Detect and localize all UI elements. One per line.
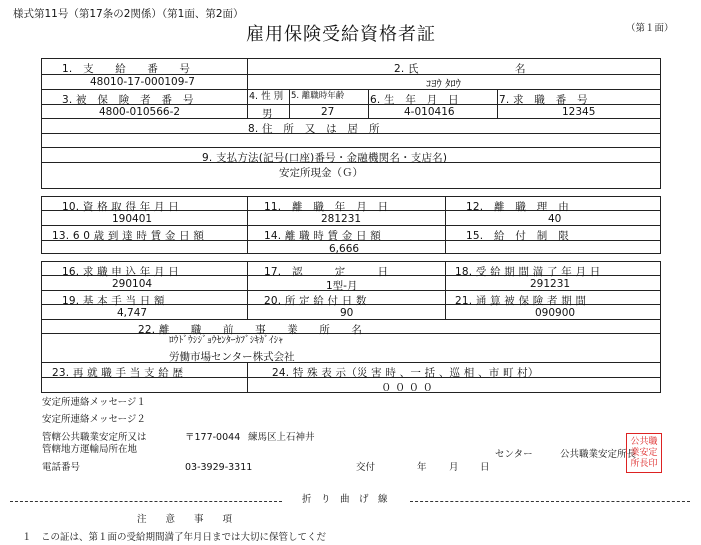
issued-year: 年 xyxy=(417,462,427,473)
fold-line-label: 折 り 曲 げ 線 xyxy=(302,494,388,505)
field-19-label: 19. 基 本 手 当 日 額 xyxy=(62,295,165,307)
office-label-1: 管轄公共職業安定所又は xyxy=(42,432,147,443)
notes-title: 注 意 事 項 xyxy=(137,514,233,525)
office-message-1: 安定所連絡メッセージ１ xyxy=(42,397,146,408)
field-6-label: 6. 生 年 月 日 xyxy=(370,94,459,106)
field-4-label: 4. 性 別 xyxy=(249,91,284,102)
field-10-label: 10. 資 格 取 得 年 月 日 xyxy=(62,201,179,213)
issued-day: 日 xyxy=(480,462,490,473)
field-19-value: 4,747 xyxy=(117,307,148,319)
stamp-line-3: 所長印 xyxy=(630,459,658,469)
field-10-value: 190401 xyxy=(112,213,153,225)
phone-number: 03-3929-3311 xyxy=(185,462,253,473)
field-7-label: 7. 求 職 番 号 xyxy=(499,94,588,106)
field-16-value: 290104 xyxy=(112,278,153,290)
field-9-value: 安定所現金（Ｇ） xyxy=(279,167,363,179)
field-17-label: 17. 認 定 日 xyxy=(264,266,389,278)
field-1-value: 48010-17-000109-7 xyxy=(90,76,195,88)
office-postal: 〒177-0044 xyxy=(185,432,241,443)
field-11-value: 281231 xyxy=(321,213,362,225)
office-head-label: 公共職業安定所長 xyxy=(560,449,637,460)
field-4-value: 男 xyxy=(262,108,273,120)
field-24-label: 24. 特 殊 表 示（災 害 時 、一 括 、巡 相 、市 町 村） xyxy=(272,367,539,379)
field-5-label: 5. 離職時年齢 xyxy=(291,91,345,101)
field-21-label: 21. 通 算 被 保 険 者 期 間 xyxy=(455,295,587,307)
field-20-label: 20. 所 定 給 付 日 数 xyxy=(264,295,367,307)
field-14-value: 6,666 xyxy=(329,243,360,255)
fold-line-right xyxy=(410,501,690,502)
field-22-label: 22. 離 職 前 事 業 所 名 xyxy=(138,324,363,336)
field-21-value: 090900 xyxy=(535,307,576,319)
field-12-label: 12. 離 職 理 由 xyxy=(466,201,569,213)
phone-label: 電話番号 xyxy=(42,462,81,473)
field-3-label: 3. 被 保 険 者 番 号 xyxy=(62,94,194,106)
field-7-value: 12345 xyxy=(562,106,596,118)
stamp-line-1: 公共職 xyxy=(630,437,658,447)
field-18-value: 291231 xyxy=(530,278,571,290)
official-seal-stamp xyxy=(626,433,662,473)
field-11-label: 11. 離 職 年 月 日 xyxy=(264,201,389,213)
center-label: センター xyxy=(495,449,533,460)
field-8-label: 8. 住 所 又 は 居 所 xyxy=(248,123,380,135)
issued-label: 交付 xyxy=(356,462,376,473)
field-17-value: 1型-月 xyxy=(326,280,358,292)
stamp-line-2: 業安定 xyxy=(630,448,658,458)
field-15-label: 15. 給 付 制 限 xyxy=(466,230,569,242)
field-3-value: 4800-010566-2 xyxy=(99,106,181,118)
field-18-label: 18. 受 給 期 間 満 了 年 月 日 xyxy=(455,266,601,278)
notes-item-1: １ この証は、第１面の受給期間満了年月日までは大切に保管してくだ xyxy=(22,532,327,543)
field-23-label: 23. 再 就 職 手 当 支 給 歴 xyxy=(52,367,184,379)
field-2-label: 2. 氏 名 xyxy=(394,63,526,75)
field-1-label: 1. 支 給 番 号 xyxy=(62,63,191,75)
field-6-value: 4-010416 xyxy=(404,106,455,118)
field-13-label: 13. 6 0 歳 到 達 時 賃 金 日 額 xyxy=(52,230,205,242)
form-number: 様式第11号（第17条の2関係）（第1面、第2面） xyxy=(13,8,244,20)
page-title: 雇用保険受給資格者証 xyxy=(246,24,436,45)
field-12-value: 40 xyxy=(548,213,562,225)
field-20-value: 90 xyxy=(340,307,354,319)
issued-month: 月 xyxy=(449,462,459,473)
field-16-label: 16. 求 職 申 込 年 月 日 xyxy=(62,266,179,278)
field-22-value: 労働市場センター株式会社 xyxy=(169,351,295,363)
fold-line-left xyxy=(10,501,282,502)
field-9-label: 9. 支払方法(記号(口座)番号・金融機関名・支店名) xyxy=(202,152,448,164)
field-5-value: 27 xyxy=(321,106,335,118)
field-24-value: ０ ０ ０ ０ xyxy=(381,382,434,394)
field-2-value: ｺﾖｳ ﾀﾛｳ xyxy=(426,78,461,90)
page-label: （第１面） xyxy=(626,23,674,34)
office-address: 練馬区上石神井 xyxy=(248,432,315,443)
office-label-2: 管轄地方運輸局所在地 xyxy=(42,444,138,455)
field-14-label: 14. 離 職 時 賃 金 日 額 xyxy=(264,230,381,242)
office-message-2: 安定所連絡メッセージ２ xyxy=(42,414,146,425)
field-22-value-kana: ﾛｳﾄﾞｳｼｼﾞｮｳｾﾝﾀｰｶﾌﾞｼｷｶﾞｲｼｬ xyxy=(169,335,284,346)
